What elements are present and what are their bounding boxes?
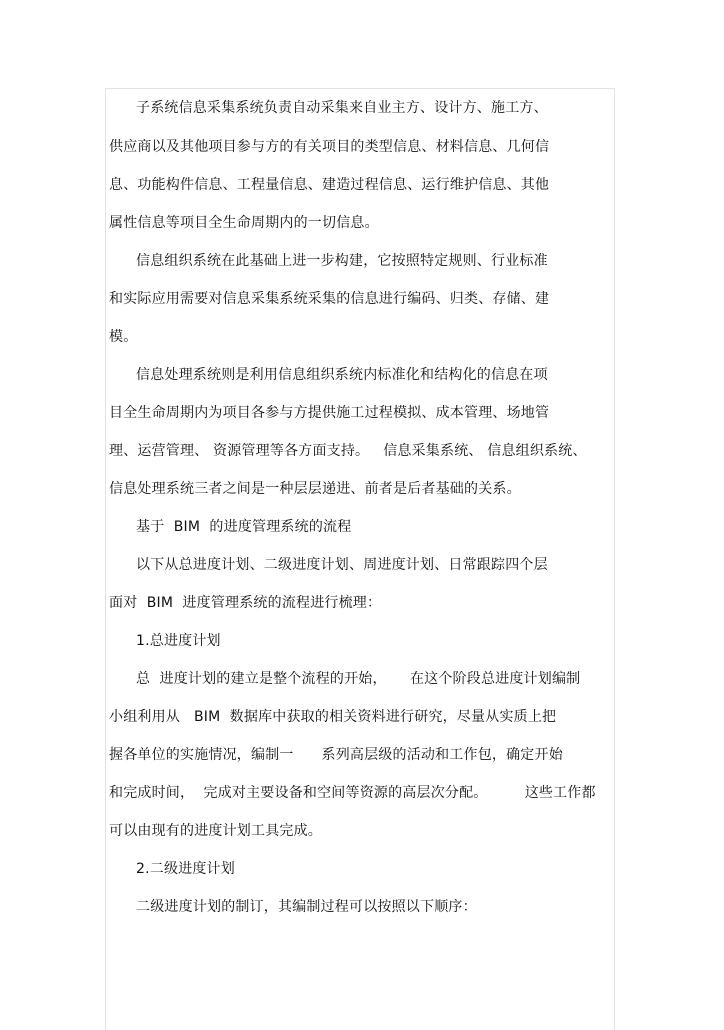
paragraph-line: 面对 BIM 进度管理系统的流程进行梳理： bbox=[109, 595, 382, 611]
paragraph-line: 息、功能构件信息、工程量信息、建造过程信息、运行维护信息、其他 bbox=[109, 177, 550, 193]
paragraph-line: 二级进度计划的制订，其编制过程可以按照以下顺序： bbox=[136, 899, 477, 915]
paragraph-line: 供应商以及其他项目参与方的有关项目的类型信息、材料信息、几何信 bbox=[109, 139, 550, 155]
paragraph-line: 小组利用从 BIM 数据库中获取的相关资料进行研究，尽量从实质上把 bbox=[109, 709, 557, 725]
paragraph-line: 和完成时间， 完成对主要设备和空间等资源的高层次分配。 这些工作都 bbox=[109, 785, 596, 801]
paragraph-line: 以下从总进度计划、二级进度计划、周进度计划、日常跟踪四个层 bbox=[136, 557, 548, 573]
paragraph-line: 总 进度计划的建立是整个流程的开始， 在这个阶段总进度计划编制 bbox=[136, 671, 581, 687]
paragraph-line: 信息处理系统则是利用信息组织系统内标准化和结构化的信息在项 bbox=[136, 367, 548, 383]
paragraph-line: 属性信息等项目全生命周期内的一切信息。 bbox=[109, 215, 379, 231]
subsection-heading: 1.总进度计划 bbox=[136, 633, 221, 649]
section-heading: 基于 BIM 的进度管理系统的流程 bbox=[136, 519, 352, 535]
paragraph-line: 子系统信息采集系统负责自动采集来自业主方、设计方、施工方、 bbox=[136, 100, 548, 116]
paragraph-line: 握各单位的实施情况，编制一 系列高层级的活动和工作包，确定开始 bbox=[109, 747, 563, 763]
paragraph-line: 目全生命周期内为项目各参与方提供施工过程模拟、成本管理、场地管 bbox=[109, 405, 550, 421]
subsection-heading: 2.二级进度计划 bbox=[136, 861, 235, 877]
paragraph-line: 理、运营管理、 资源管理等各方面支持。 信息采集系统、 信息组织系统、 bbox=[109, 443, 587, 459]
paragraph-line: 和实际应用需要对信息采集系统采集的信息进行编码、归类、存储、建 bbox=[109, 291, 550, 307]
paragraph-line: 可以由现有的进度计划工具完成。 bbox=[109, 823, 322, 839]
paragraph-line: 信息组织系统在此基础上进一步构建，它按照特定规则、行业标准 bbox=[136, 253, 548, 269]
paragraph-line: 信息处理系统三者之间是一种层层递进、前者是后者基础的关系。 bbox=[109, 481, 521, 497]
paragraph-line: 模。 bbox=[109, 329, 138, 345]
